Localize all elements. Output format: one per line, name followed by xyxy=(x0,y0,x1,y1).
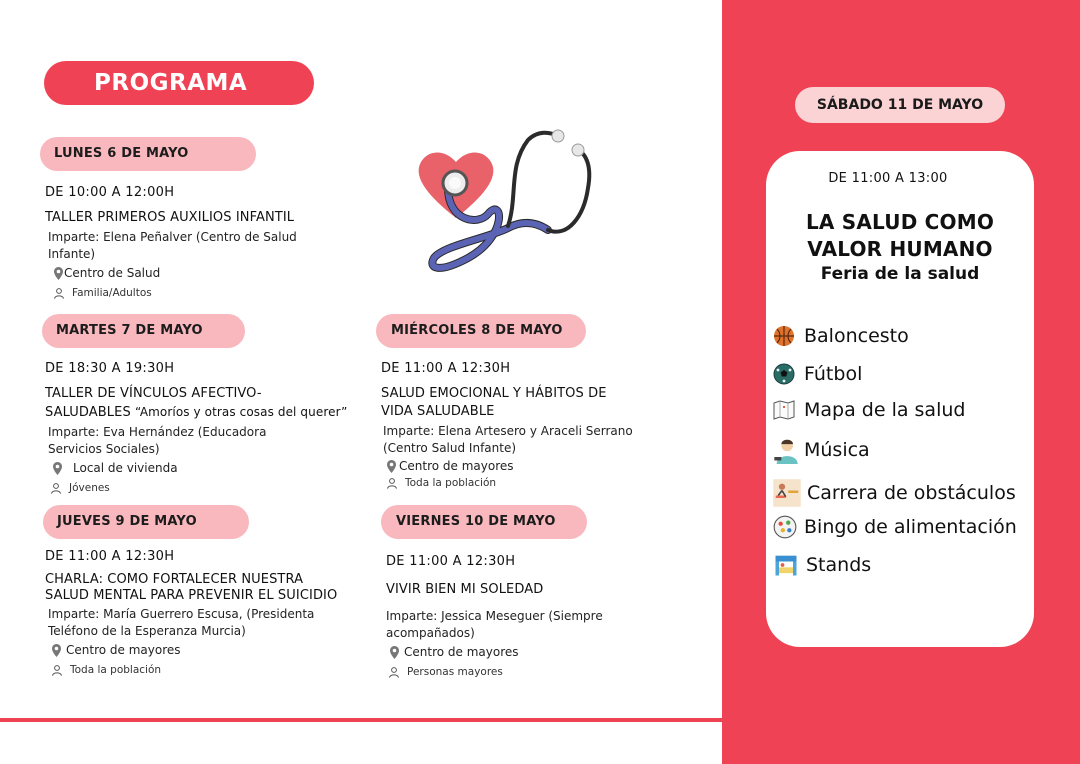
location-pin-icon xyxy=(387,460,396,473)
location-pin-icon xyxy=(53,462,62,475)
event-time: DE 11:00 A 12:30H xyxy=(386,554,516,569)
event-audience: Familia/Adultos xyxy=(45,285,385,301)
event-audience: Jóvenes xyxy=(45,480,385,496)
saturday-title: LA SALUD COMO VALOR HUMANO xyxy=(805,210,995,261)
activity-item: Carrera de obstáculos xyxy=(772,478,1016,508)
saturday-subtitle: Feria de la salud xyxy=(820,264,980,284)
music-person-icon xyxy=(772,436,800,464)
location-pin-icon xyxy=(390,646,399,659)
activity-item: Fútbol xyxy=(772,362,862,386)
event-time: DE 11:00 A 12:30H xyxy=(45,549,175,564)
event-audience: Personas mayores xyxy=(386,664,706,680)
day-label-tuesday: MARTES 7 DE MAYO xyxy=(42,314,245,348)
event-thursday xyxy=(45,548,390,678)
person-icon xyxy=(52,665,62,676)
event-teacher: Imparte: María Guerrero Escusa, (Presidenta Teléfono de la Esperanza Murcia) xyxy=(48,607,315,638)
activity-item: Música xyxy=(772,436,870,464)
day-label-saturday: SÁBADO 11 DE MAYO xyxy=(795,87,1005,123)
stands-icon xyxy=(772,551,800,579)
event-audience: Toda la población xyxy=(381,475,711,491)
event-time: DE 10:00 A 12:00H xyxy=(45,185,175,200)
day-label-friday: VIERNES 10 DE MAYO xyxy=(381,505,587,539)
event-teacher: Imparte: Elena Peñalver (Centro de Salud Infante) xyxy=(48,230,297,261)
soccer-ball-icon xyxy=(772,362,796,386)
activity-item: Bingo de alimentación xyxy=(772,514,1017,540)
event-time: DE 11:00 A 12:30H xyxy=(381,361,511,376)
map-icon xyxy=(772,398,796,422)
event-teacher: Imparte: Eva Hernández (Educadora Servicios Sociales) xyxy=(48,425,267,456)
event-tuesday xyxy=(45,360,385,496)
event-title: SALUD EMOCIONAL Y HÁBITOS DE VIDA SALUDABLE xyxy=(381,386,607,419)
activity-item: Mapa de la salud xyxy=(772,398,965,422)
bingo-icon xyxy=(772,514,798,540)
person-icon xyxy=(51,483,61,494)
event-teacher: Imparte: Jessica Meseguer (Siempre acompañados) xyxy=(386,609,603,640)
person-icon xyxy=(389,667,399,678)
day-label-monday: LUNES 6 DE MAYO xyxy=(40,137,256,171)
day-label-wednesday: MIÉRCOLES 8 DE MAYO xyxy=(376,314,586,348)
event-monday xyxy=(45,184,385,301)
event-place: Centro de Salud xyxy=(45,265,385,282)
event-place: Centro de mayores xyxy=(45,642,390,659)
basketball-icon xyxy=(772,324,796,348)
page-title: PROGRAMA xyxy=(44,61,314,105)
stethoscope-heart-icon xyxy=(408,126,608,286)
event-time: DE 18:30 A 19:30H xyxy=(45,361,175,376)
event-place: Centro de mayores xyxy=(381,458,711,475)
event-teacher: Imparte: Elena Artesero y Araceli Serrano (Centro Salud Infante) xyxy=(383,424,633,455)
activity-item: Baloncesto xyxy=(772,324,909,348)
person-icon xyxy=(54,288,64,299)
person-icon xyxy=(387,478,397,489)
event-title: VIVIR BIEN MI SOLEDAD xyxy=(386,582,544,597)
day-label-thursday: JUEVES 9 DE MAYO xyxy=(43,505,249,539)
event-audience: Toda la población xyxy=(45,662,390,678)
bottom-divider xyxy=(0,718,722,722)
event-title: TALLER PRIMEROS AUXILIOS INFANTIL xyxy=(45,210,295,225)
saturday-time: DE 11:00 A 13:00 xyxy=(828,171,948,186)
location-pin-icon xyxy=(54,267,63,280)
event-title: CHARLA: COMO FORTALECER NUESTRA SALUD MENTAL PARA PREVENIR EL SUICIDIO xyxy=(45,572,338,603)
activity-item: Stands xyxy=(772,551,871,579)
location-pin-icon xyxy=(52,644,61,657)
event-title: TALLER DE VÍNCULOS AFECTIVO- SALUDABLES “Amoríos y otras cosas del querer” xyxy=(45,386,348,420)
event-place: Centro de mayores xyxy=(386,644,706,661)
event-wednesday xyxy=(381,360,711,491)
event-place: Local de vivienda xyxy=(45,460,385,477)
event-friday xyxy=(386,553,706,680)
obstacle-race-icon xyxy=(772,478,802,508)
